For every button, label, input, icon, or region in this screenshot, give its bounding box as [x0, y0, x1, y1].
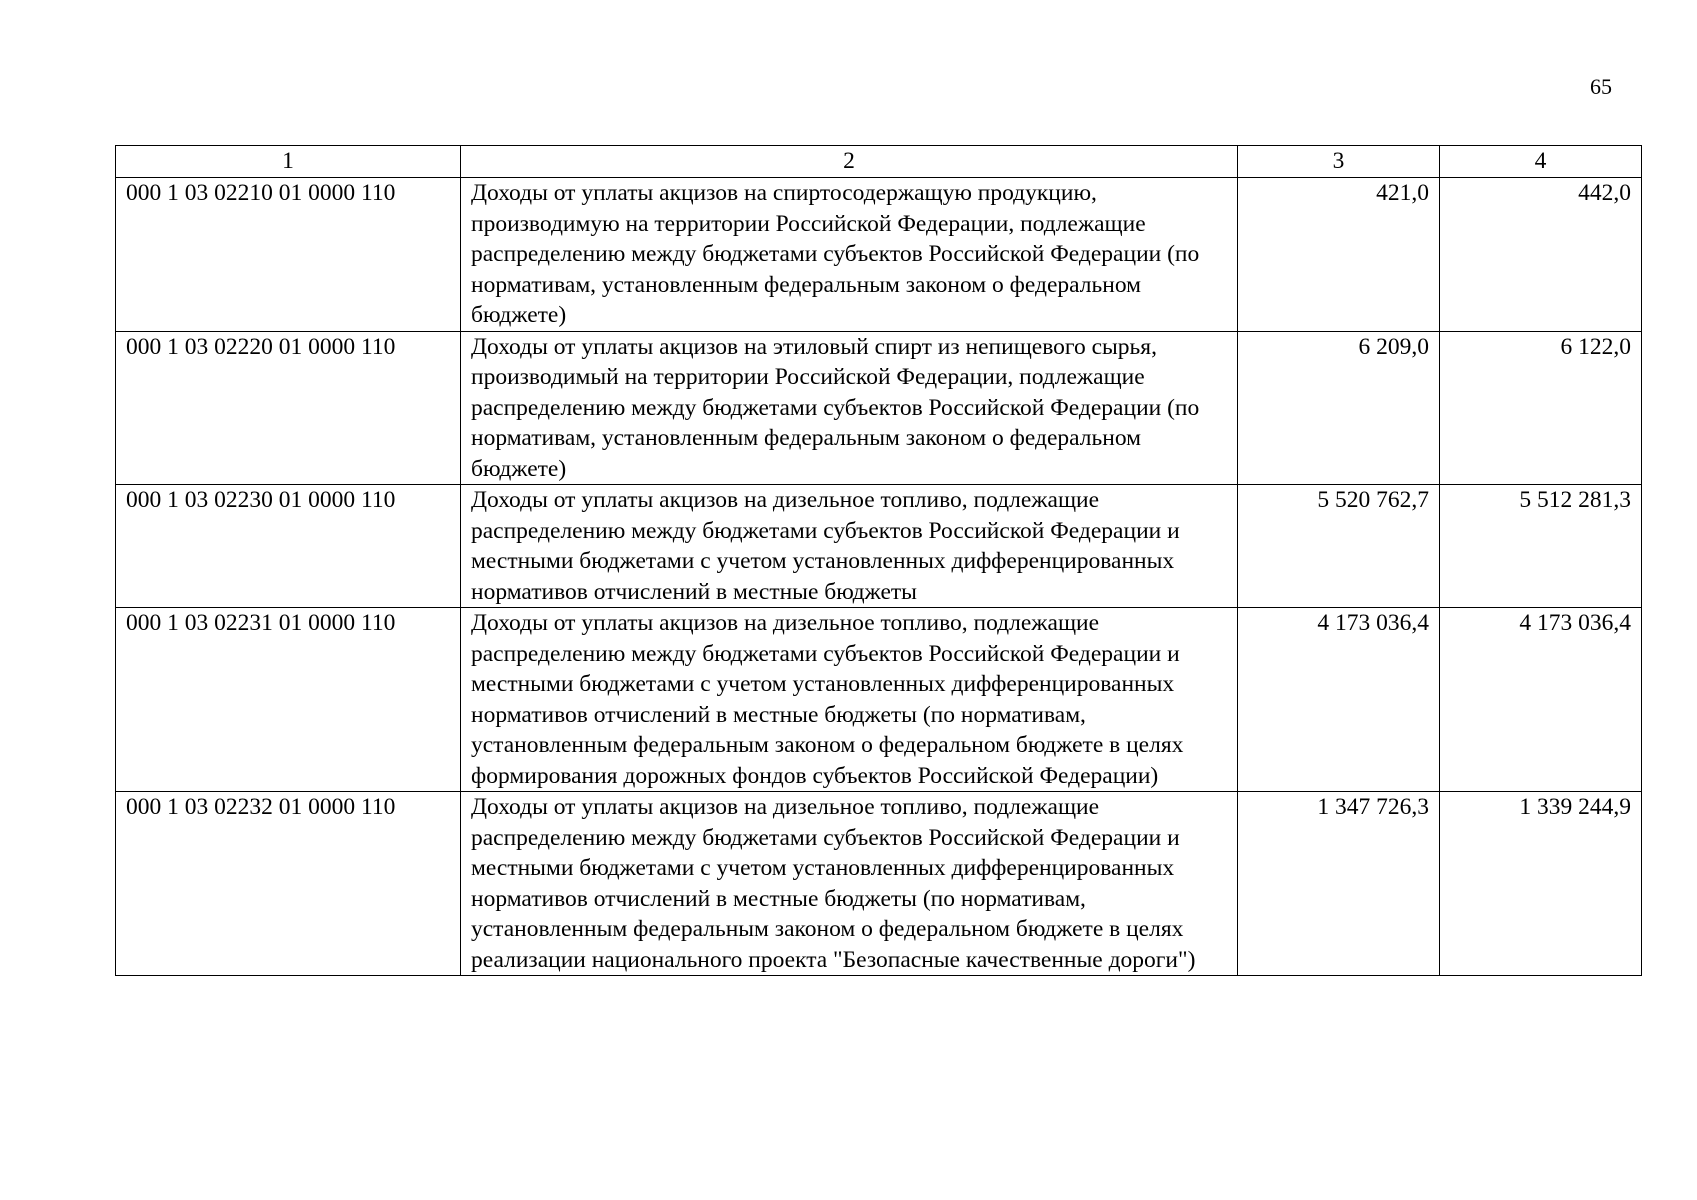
- amount-col4-cell: 1 339 244,9: [1440, 792, 1642, 976]
- amount-col3-cell: 6 209,0: [1238, 331, 1440, 485]
- amount-col3-cell: 421,0: [1238, 178, 1440, 332]
- amount-col3-cell: 1 347 726,3: [1238, 792, 1440, 976]
- amount-col4-cell: 442,0: [1440, 178, 1642, 332]
- amount-col4-cell: 6 122,0: [1440, 331, 1642, 485]
- budget-code-cell: 000 1 03 02231 01 0000 110: [116, 608, 461, 792]
- amount-col3-cell: 5 520 762,7: [1238, 485, 1440, 608]
- description-cell: Доходы от уплаты акцизов на этиловый спирт из непищевого сырья, производимый на территории Российской Федерации, подлежащие распределению между бюджетами субъектов Российской Федерации (по нормативам, установленным федеральным законом о федеральном бюджете): [461, 331, 1238, 485]
- budget-revenue-table: [115, 145, 1642, 976]
- page-number: 65: [1590, 74, 1612, 99]
- budget-code-cell: 000 1 03 02210 01 0000 110: [116, 178, 461, 332]
- table-row: [116, 792, 1642, 976]
- amount-col3-cell: 4 173 036,4: [1238, 608, 1440, 792]
- table-header-row: [116, 146, 1642, 178]
- budget-code-cell: 000 1 03 02230 01 0000 110: [116, 485, 461, 608]
- description-cell: Доходы от уплаты акцизов на спиртосодержащую продукцию, производимую на территории Российской Федерации, подлежащие распределению между бюджетами субъектов Российской Федерации (по нормативам, установленным федеральным законом о федеральном бюджете): [461, 178, 1238, 332]
- description-cell: Доходы от уплаты акцизов на дизельное топливо, подлежащие распределению между бюджетами субъектов Российской Федерации и местными бюджетами с учетом установленных дифференцированных нормативов отчислений в местные бюджеты: [461, 485, 1238, 608]
- column-header-2: 2: [461, 146, 1238, 178]
- amount-col4-cell: 4 173 036,4: [1440, 608, 1642, 792]
- column-header-4: 4: [1440, 146, 1642, 178]
- description-cell: Доходы от уплаты акцизов на дизельное топливо, подлежащие распределению между бюджетами субъектов Российской Федерации и местными бюджетами с учетом установленных дифференцированных нормативов отчислений в местные бюджеты (по нормативам, установленным федеральным законом о федеральном бюджете в целях формирования дорожных фондов субъектов Российской Федерации): [461, 608, 1238, 792]
- table-row: [116, 331, 1642, 485]
- table-row: [116, 178, 1642, 332]
- column-header-1: 1: [116, 146, 461, 178]
- table-row: [116, 608, 1642, 792]
- table-row: [116, 485, 1642, 608]
- budget-code-cell: 000 1 03 02232 01 0000 110: [116, 792, 461, 976]
- amount-col4-cell: 5 512 281,3: [1440, 485, 1642, 608]
- description-cell: Доходы от уплаты акцизов на дизельное топливо, подлежащие распределению между бюджетами субъектов Российской Федерации и местными бюджетами с учетом установленных дифференцированных нормативов отчислений в местные бюджеты (по нормативам, установленным федеральным законом о федеральном бюджете в целях реализации национального проекта "Безопасные качественные дороги"): [461, 792, 1238, 976]
- column-header-3: 3: [1238, 146, 1440, 178]
- budget-code-cell: 000 1 03 02220 01 0000 110: [116, 331, 461, 485]
